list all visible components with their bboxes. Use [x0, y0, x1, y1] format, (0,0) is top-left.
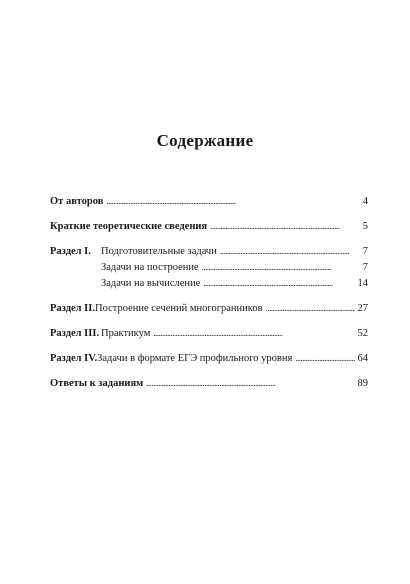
toc-page-number: 5 [362, 221, 368, 232]
dot-leader [266, 303, 355, 314]
toc-entry-label: Задачи на вычисление [101, 278, 201, 289]
dot-leader [220, 246, 355, 257]
toc-page-number: 7 [362, 246, 368, 257]
toc-subentry-calculation[interactable] [50, 278, 368, 294]
dot-leader [210, 221, 355, 232]
toc-entry-authors[interactable] [50, 196, 368, 212]
toc-entry-theory[interactable] [50, 221, 368, 237]
table-of-contents [50, 196, 368, 394]
toc-entry-label: Задачи в формате ЕГЭ профильного уровня [97, 353, 293, 364]
toc-page-number: 14 [357, 278, 368, 289]
toc-entry-part-4[interactable] [50, 353, 368, 369]
toc-page-number: 52 [357, 328, 368, 339]
toc-part-label: Раздел III. [50, 328, 100, 339]
toc-part-label: Раздел I. [50, 246, 91, 257]
dot-leader [202, 262, 355, 273]
toc-page-number: 7 [362, 262, 368, 273]
toc-entry-label: Подготовительные задачи [101, 246, 217, 257]
dot-leader [203, 278, 354, 289]
page-title: Содержание [156, 131, 254, 150]
toc-page-number: 4 [362, 196, 368, 207]
toc-entry-part-1[interactable] [50, 246, 368, 262]
toc-subentry-construction[interactable] [50, 262, 368, 278]
toc-entry-label: От авторов [50, 196, 104, 207]
toc-entry-label: Построение сечений многогранников [94, 303, 263, 314]
toc-page-number: 27 [357, 303, 368, 314]
toc-page-number: 64 [357, 353, 368, 364]
toc-entry-label: Ответы к заданиям [50, 378, 144, 389]
toc-entry-label: Практикум [101, 328, 151, 339]
toc-entry-label: Задачи на построение [101, 262, 199, 273]
toc-part-label: Раздел IV. [50, 353, 98, 364]
toc-entry-part-3[interactable] [50, 328, 368, 344]
dot-leader [106, 196, 355, 207]
toc-part-label: Раздел II. [50, 303, 95, 314]
toc-page-number: 89 [357, 378, 368, 389]
dot-leader [295, 353, 354, 364]
toc-entry-answers[interactable] [50, 378, 368, 394]
toc-entry-label: Краткие теоретические сведения [50, 221, 208, 232]
dot-leader [153, 328, 354, 339]
dot-leader [146, 378, 354, 389]
toc-entry-part-2[interactable] [50, 303, 368, 319]
